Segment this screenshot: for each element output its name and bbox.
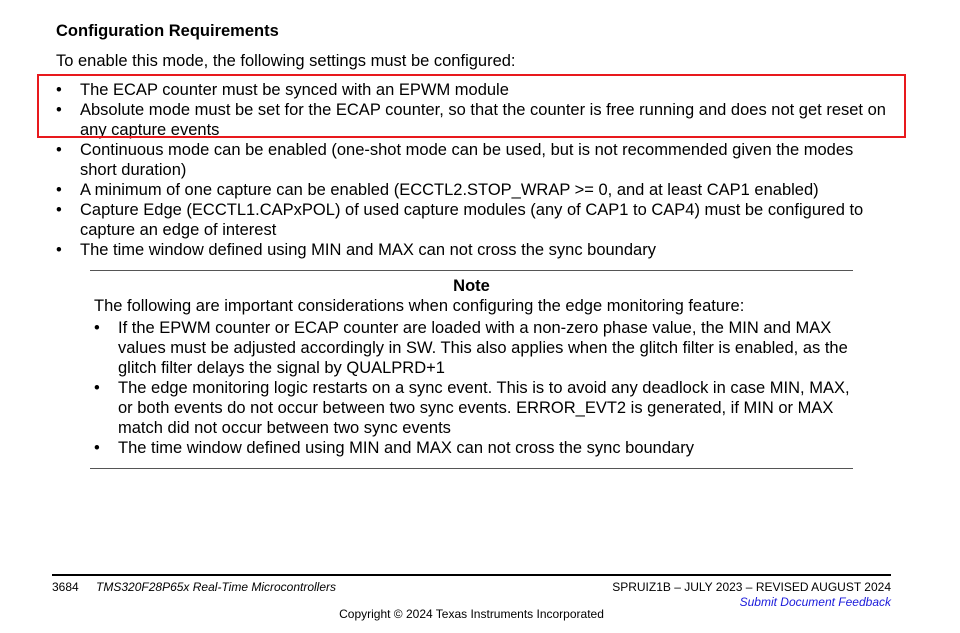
requirement-item: [56, 240, 886, 260]
note-item: [94, 438, 854, 458]
note-intro: The following are important considerations when configuring the edge monitoring feature:: [94, 297, 745, 315]
page-number: 3684: [52, 580, 79, 594]
requirement-text: Continuous mode can be enabled (one-shot mode can be used, but is not recommended given the modes short duration): [80, 141, 854, 179]
bullet-icon: •: [56, 241, 62, 259]
requirement-text: Absolute mode must be set for the ECAP counter, so that the counter is free running and does not get reset on any capture events: [80, 101, 886, 139]
highlight-box: [37, 74, 906, 138]
copyright: Copyright © 2024 Texas Instruments Incorporated: [339, 607, 604, 621]
footer-right: [612, 580, 891, 609]
note-item-text: The edge monitoring logic restarts on a sync event. This is to avoid any deadlock in case MIN, MAX, or both events do not occur between two sync events. ERROR_EVT2 is generated, if MIN or MAX match did not occur between two sync events: [118, 379, 850, 437]
bullet-icon: •: [56, 81, 62, 99]
note-item: [94, 378, 854, 438]
requirement-text: Capture Edge (ECCTL1.CAPxPOL) of used capture modules (any of CAP1 to CAP4) must be configured to capture an edge of interest: [80, 201, 864, 239]
bullet-icon: •: [94, 379, 100, 397]
section-intro: To enable this mode, the following settings must be configured:: [56, 52, 516, 70]
note-item-text: If the EPWM counter or ECAP counter are loaded with a non-zero phase value, the MIN and MAX values must be adjusted accordingly in SW. This also applies when the glitch filter is enabled, as the glitch filter delays the signal by QUALPRD+1: [118, 319, 848, 377]
note-list: [94, 318, 854, 458]
doc-id: SPRUIZ1B – JULY 2023 – REVISED AUGUST 2024: [612, 580, 891, 594]
requirement-text: The ECAP counter must be synced with an EPWM module: [80, 81, 509, 99]
footer-left: [52, 580, 336, 594]
requirement-text: The time window defined using MIN and MAX can not cross the sync boundary: [80, 241, 656, 259]
requirement-item: [56, 140, 886, 180]
bullet-icon: •: [56, 141, 62, 159]
requirement-item: [56, 200, 886, 240]
doc-title: TMS320F28P65x Real-Time Microcontrollers: [96, 580, 337, 594]
bullet-icon: •: [56, 101, 62, 119]
note-bottom-divider: [90, 468, 853, 469]
submit-feedback-link[interactable]: Submit Document Feedback: [739, 595, 891, 609]
note-title: Note: [453, 277, 490, 295]
bullet-icon: •: [94, 439, 100, 457]
requirement-text: A minimum of one capture can be enabled (ECCTL2.STOP_WRAP >= 0, and at least CAP1 enabled): [80, 181, 819, 199]
bullet-icon: •: [56, 201, 62, 219]
bullet-icon: •: [94, 319, 100, 337]
section-heading: Configuration Requirements: [56, 22, 279, 40]
requirement-item: [56, 180, 886, 200]
note-top-divider: [90, 270, 853, 271]
footer-divider: [52, 574, 891, 576]
bullet-icon: •: [56, 181, 62, 199]
note-item: [94, 318, 854, 378]
note-item-text: The time window defined using MIN and MAX can not cross the sync boundary: [118, 439, 694, 457]
